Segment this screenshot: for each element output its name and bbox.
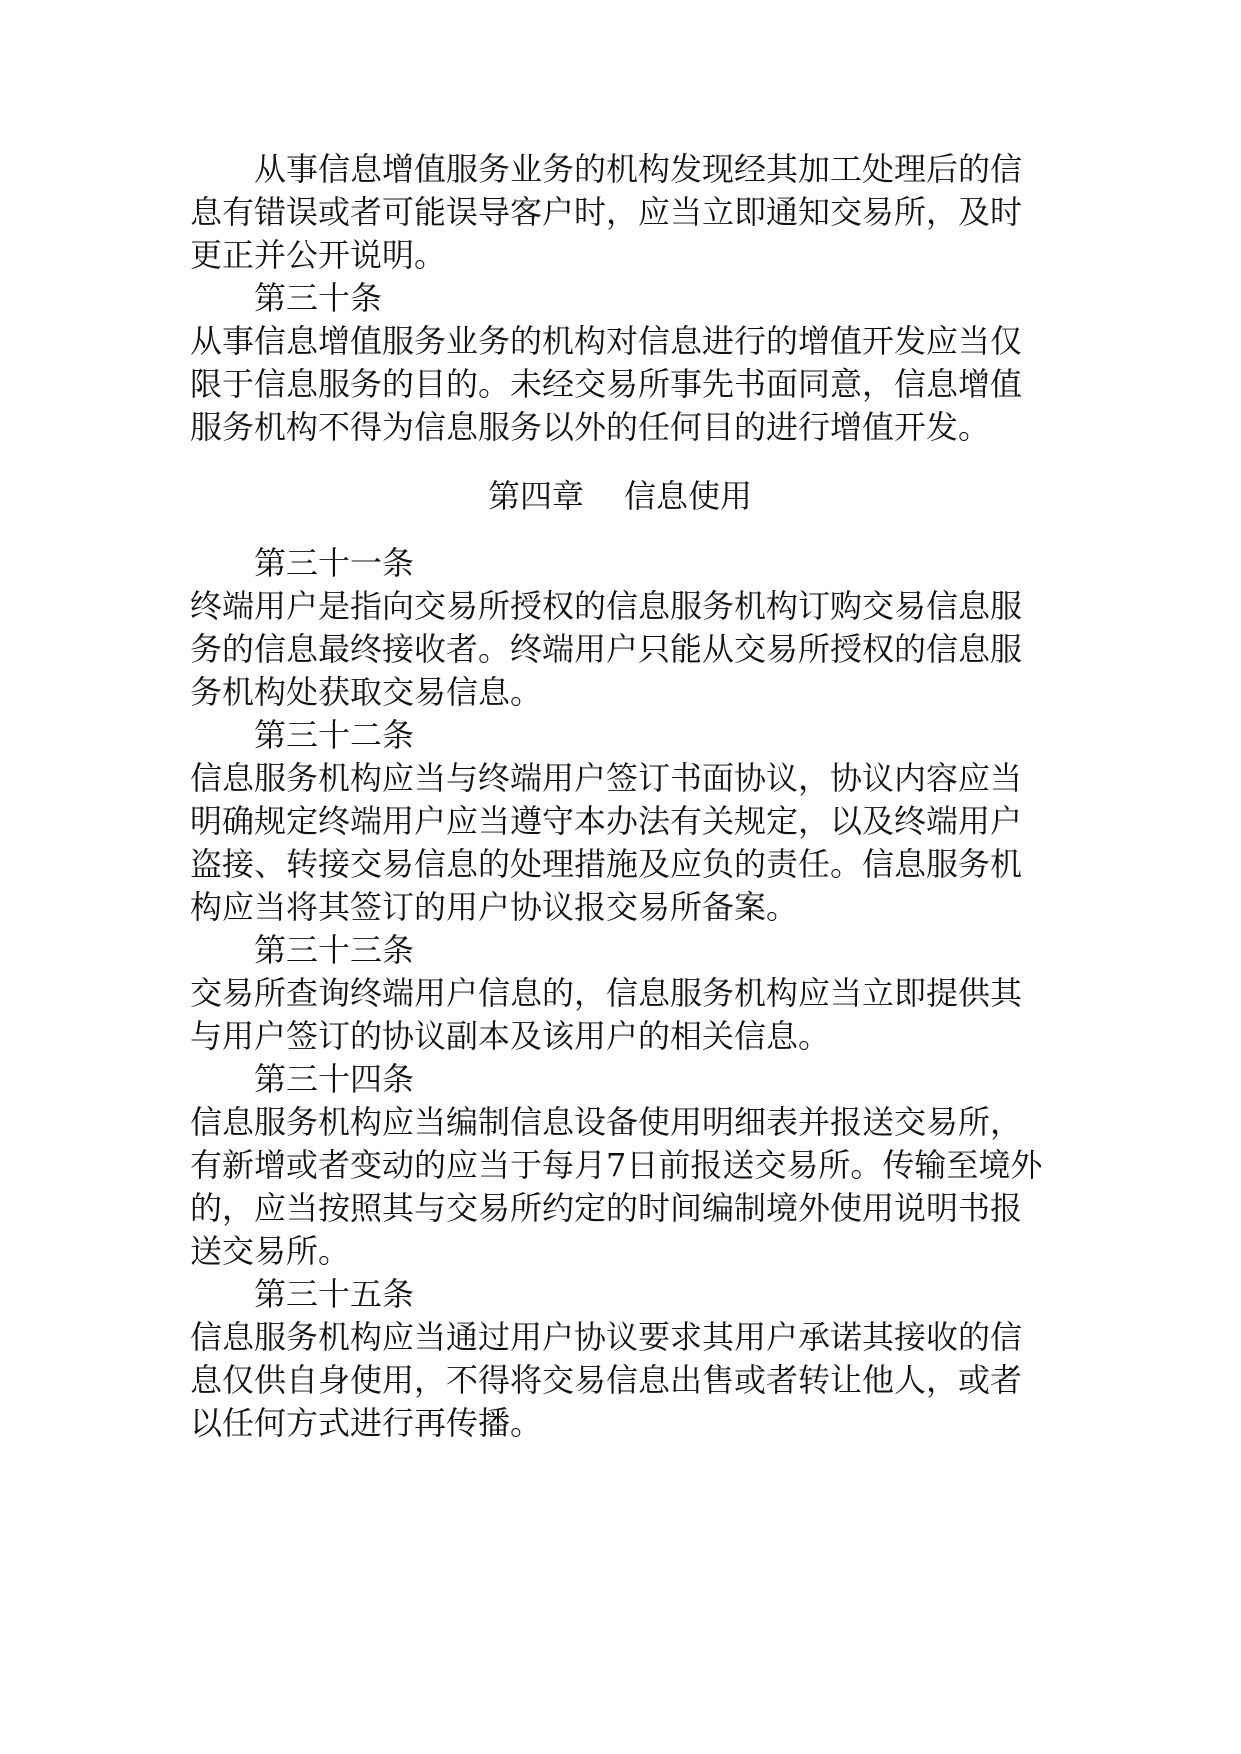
intro-paragraph: 从事信息增值服务业务的机构发现经其加工处理后的信息有错误或者可能误导客户时，应当立即通知交易所，及时更正并公开说明。 [190,150,1023,274]
article-33-text: 交易所查询终端用户信息的，信息服务机构应当立即提供其与用户签订的协议副本及该用户的相关信息。 [190,974,1023,1055]
document-page [190,148,1050,1445]
article-32-heading: 第三十二条 [254,716,415,754]
article-35-text: 信息服务机构应当通过用户协议要求其用户承诺其接收的信息仅供自身使用，不得将交易信息出售或者转让他人，或者以任何方式进行再传播。 [190,1318,1023,1442]
article-31-text: 终端用户是指向交易所授权的信息服务机构订购交易信息服务的信息最终接收者。终端用户只能从交易所授权的信息服务机构处获取交易信息。 [190,587,1023,711]
chapter-heading [190,475,1050,518]
article-32-text: 信息服务机构应当与终端用户签订书面协议，协议内容应当明确规定终端用户应当遵守本办法有关规定，以及终端用户盗接、转接交易信息的处理措施及应负的责任。信息服务机构应当将其签订的用户协议报交易所备案。 [190,759,1023,926]
article-34-text: 信息服务机构应当编制信息设备使用明细表并报送交易所，有新增或者变动的应当于每月7日前报送交易所。传输至境外的，应当按照其与交易所约定的时间编制境外使用说明书报送交易所。 [190,1103,1043,1270]
article-30-text: 从事信息增值服务业务的机构对信息进行的增值开发应当仅限于信息服务的目的。未经交易所事先书面同意，信息增值服务机构不得为信息服务以外的任何目的进行增值开发。 [190,322,1023,446]
chapter-number: 第四章 [487,477,584,515]
article-34-heading: 第三十四条 [254,1060,415,1098]
article-35-heading: 第三十五条 [254,1275,415,1313]
article-33-heading: 第三十三条 [254,931,415,969]
article-30-heading: 第三十条 [254,279,383,317]
chapter-title: 信息使用 [624,477,753,515]
article-31-heading: 第三十一条 [254,544,415,582]
